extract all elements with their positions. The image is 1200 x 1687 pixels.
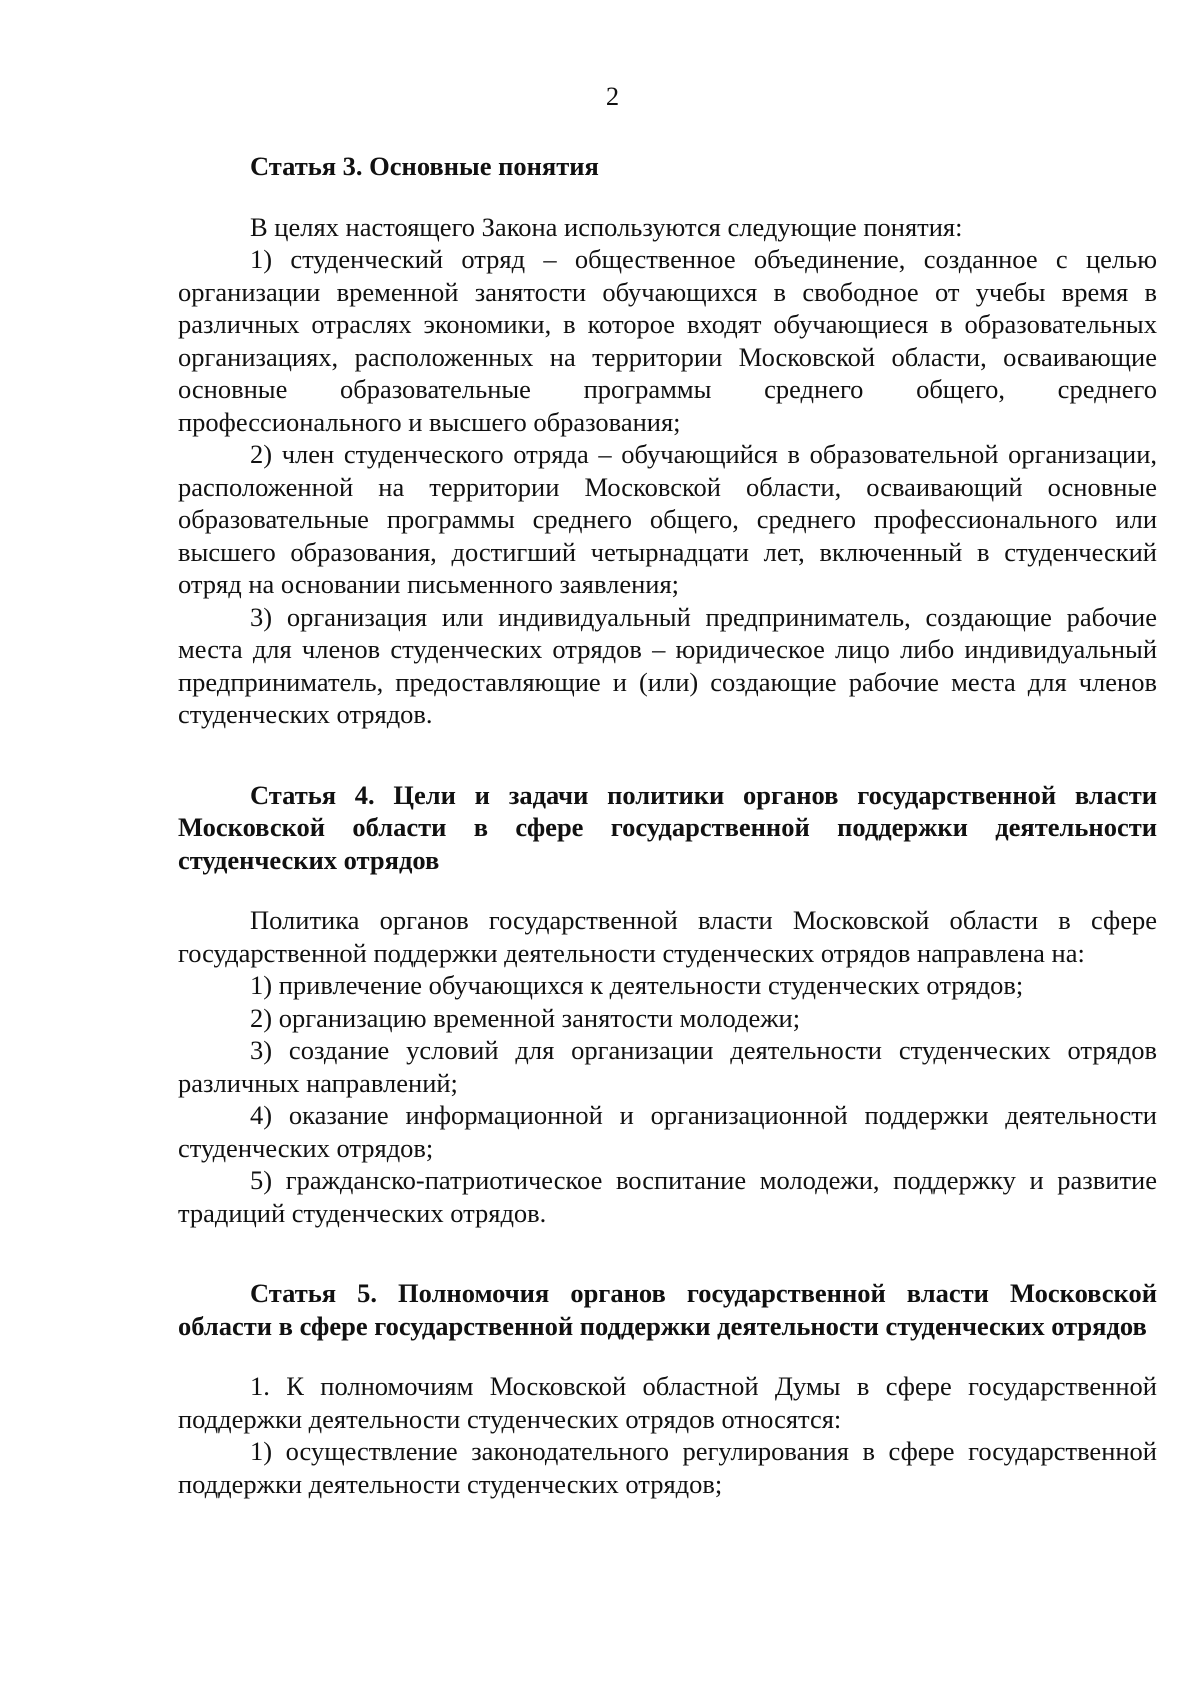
list-item: 5) гражданско-патриотическое воспитание молодежи, поддержку и развитие традиций студенческих отрядов. xyxy=(178,1165,1157,1228)
list-item: 3) организация или индивидуальный предприниматель, создающие рабочие места для членов студенческих отрядов – юридическое лицо либо индивидуальный предприниматель, предоставляющие и (или) создающие рабочие места для членов студенческих отрядов. xyxy=(178,601,1157,729)
list-item: 1) привлечение обучающихся к деятельности студенческих отрядов; xyxy=(250,970,1024,1000)
article-5-heading: Статья 5. Полномочия органов государственной власти Московской области в сфере государственной поддержки деятельности студенческих отрядов xyxy=(178,1278,1157,1341)
list-item: 2) член студенческого отряда – обучающийся в образовательной организации, расположенной на территории Московской области, осваивающий основные образовательные программы среднего общего, среднего профессионального или высшего образования, достигший четырнадцати лет, включенный в студенческий отряд на основании письменного заявления; xyxy=(178,439,1157,599)
document-body xyxy=(178,150,1157,1500)
article-4-heading: Статья 4. Цели и задачи политики органов государственной власти Московской области в сфере государственной поддержки деятельности студенческих отрядов xyxy=(178,779,1157,875)
article-3-heading: Статья 3. Основные понятия xyxy=(250,151,599,181)
list-item: 1) осуществление законодательного регулирования в сфере государственной поддержки деятельности студенческих отрядов; xyxy=(178,1436,1157,1499)
page-number: 2 xyxy=(605,81,620,111)
paragraph: Политика органов государственной власти Московской области в сфере государственной поддержки деятельности студенческих отрядов направлена на: xyxy=(178,905,1157,968)
list-item: 3) создание условий для организации деятельности студенческих отрядов различных направлений; xyxy=(178,1035,1157,1098)
list-item: 2) организацию временной занятости молодежи; xyxy=(250,1002,801,1033)
paragraph: В целях настоящего Закона используются следующие понятия: xyxy=(250,211,963,242)
list-item: 1) студенческий отряд – общественное объединение, созданное с целью организации временной занятости обучающихся в свободное от учебы время в различных отраслях экономики, в которое входят обучающиеся в образовательных организациях, расположенных на территории Московской области, осваивающие основные образовательные программы среднего общего, среднего профессионального и высшего образования; xyxy=(178,244,1157,437)
paragraph: 1. К полномочиям Московской областной Думы в сфере государственной поддержки деятельности студенческих отрядов относятся: xyxy=(178,1371,1157,1434)
list-item: 4) оказание информационной и организационной поддержки деятельности студенческих отрядов; xyxy=(178,1100,1157,1163)
